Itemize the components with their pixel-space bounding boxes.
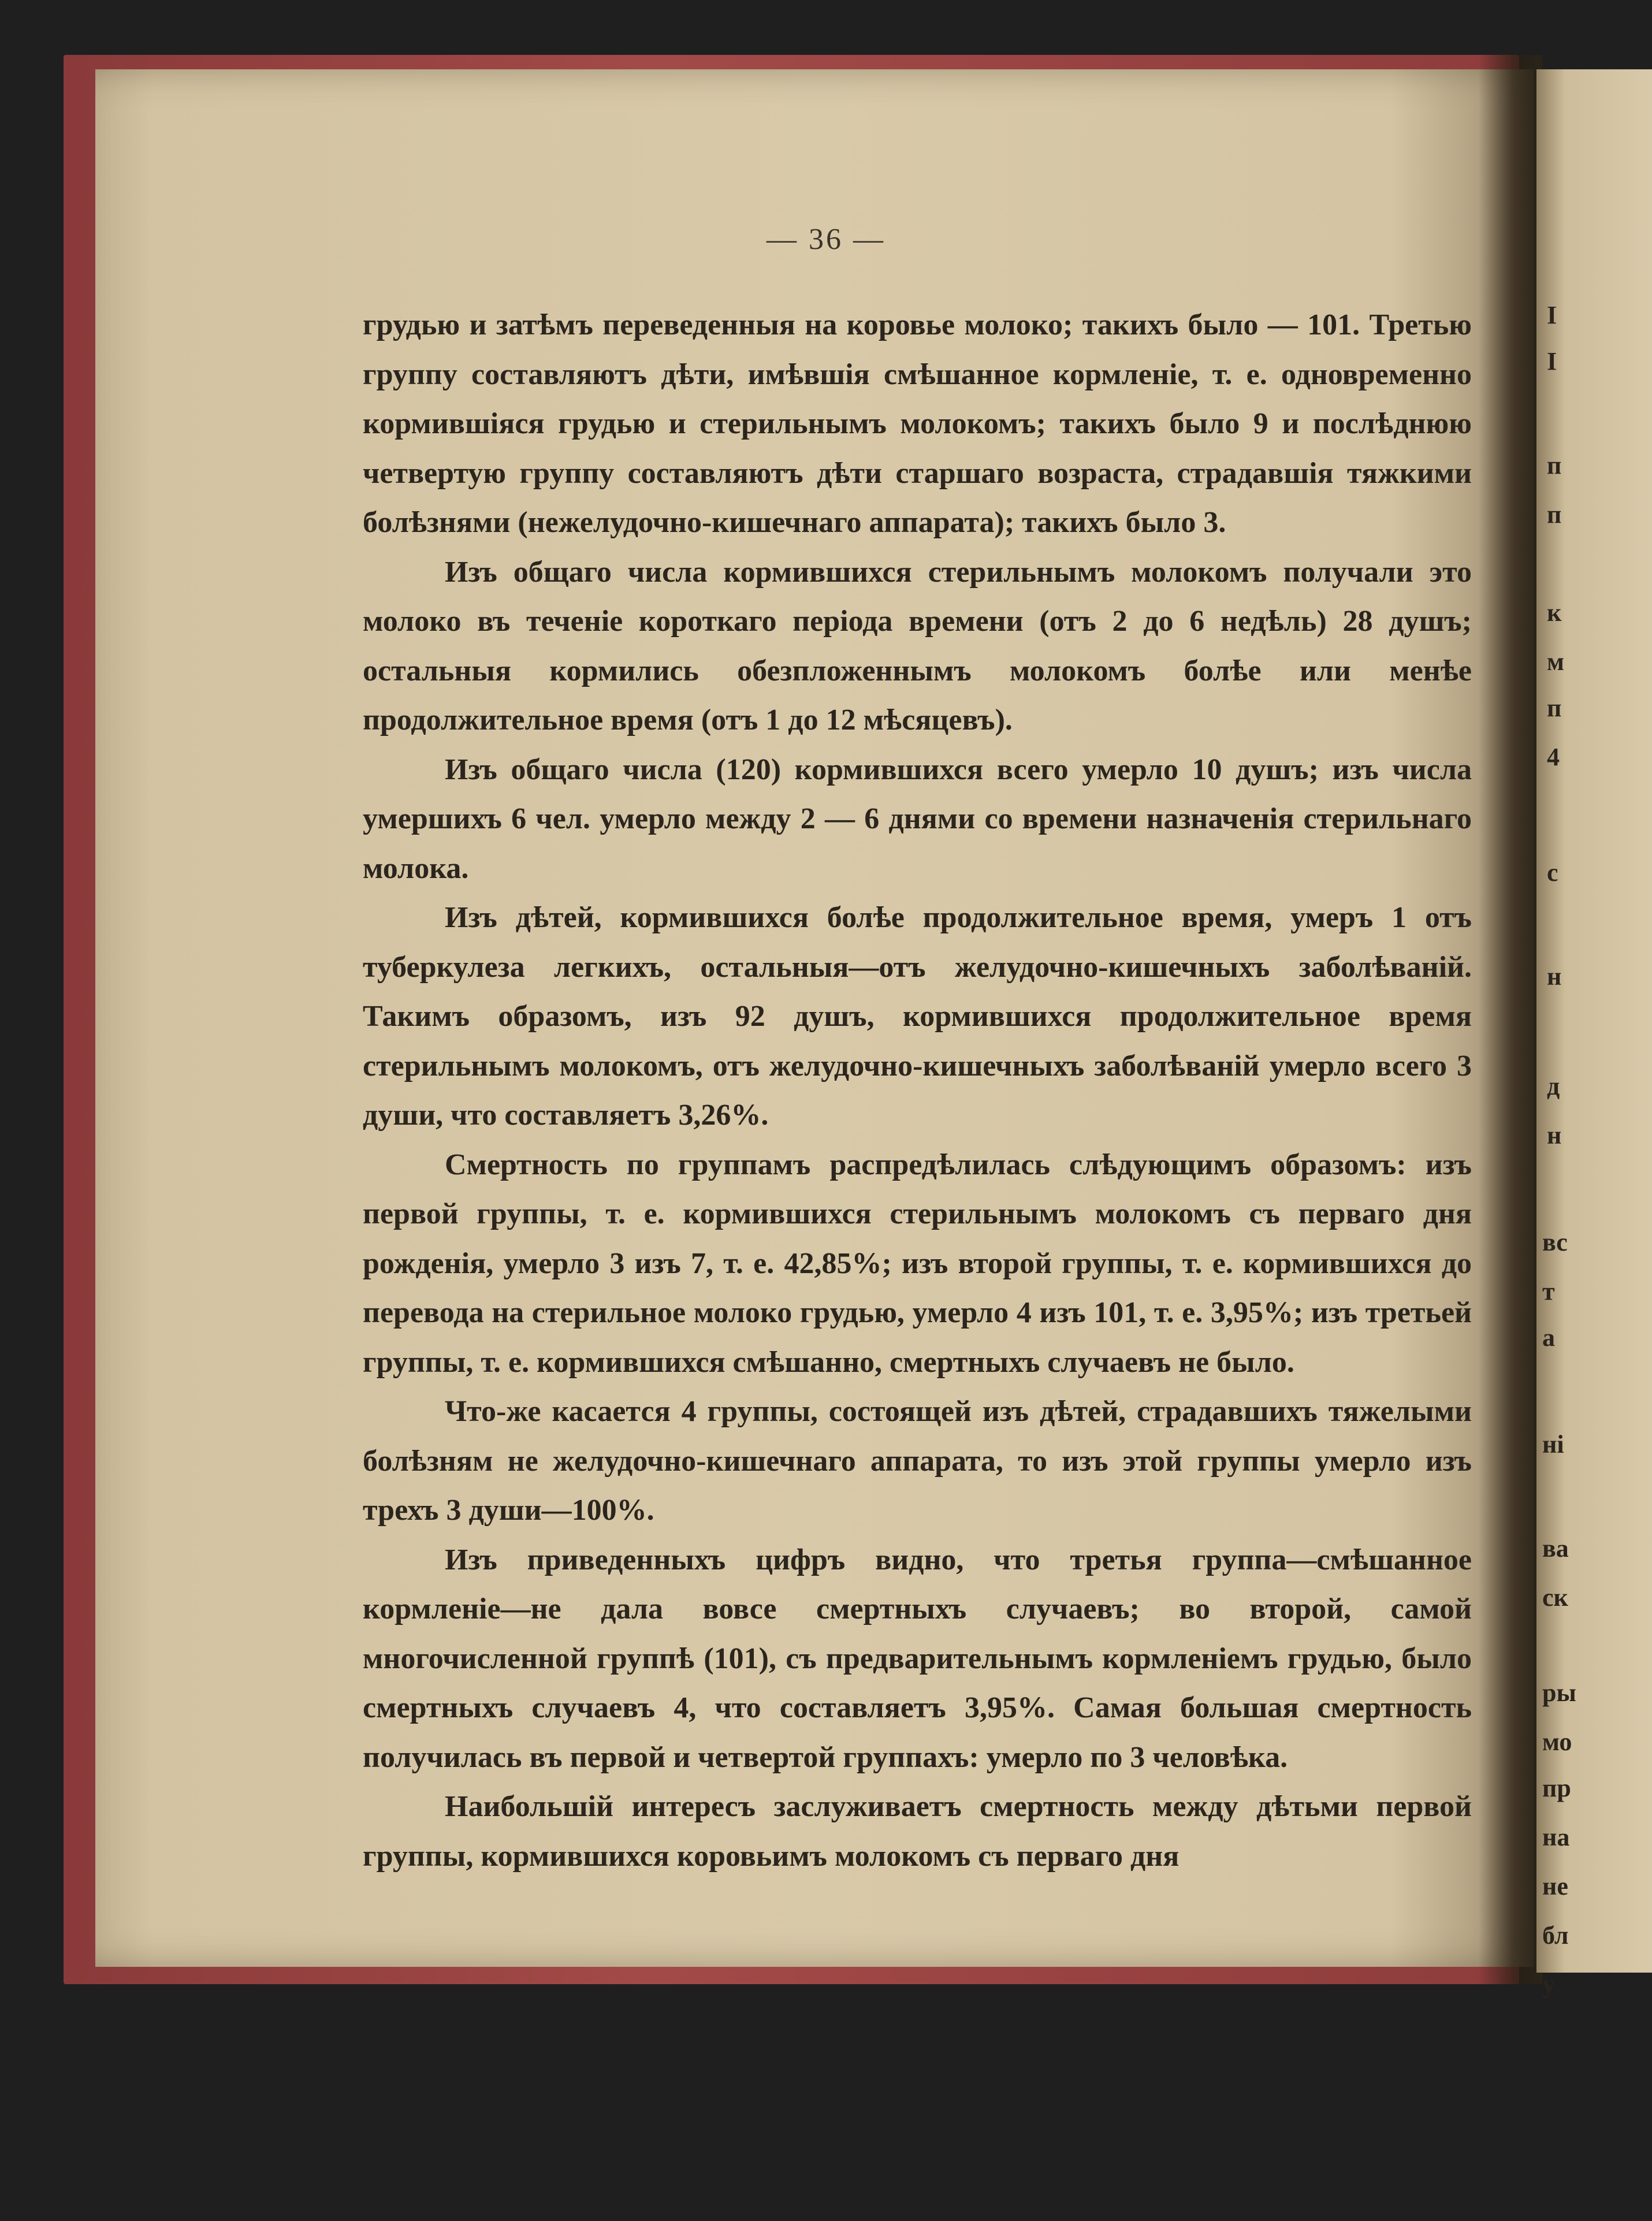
facing-page-fragment: бл [1542, 1921, 1569, 1950]
facing-page-fragment: д [1547, 1072, 1560, 1100]
facing-page-edge [1536, 69, 1652, 1999]
facing-page-fragment: 4 [1547, 743, 1560, 771]
page-number: — 36 — [767, 223, 885, 256]
paragraph: Что-же касается 4 группы, состоящей изъ дѣтей, страдавшихъ тяжелыми болѣзням не желудочно-кишечнаго аппарата, то изъ этой группы умерло изъ трехъ 3 души—100%. [363, 1395, 1472, 1527]
facing-page-fragment: п [1547, 694, 1562, 722]
facing-page-fragment: а [1542, 1323, 1555, 1352]
facing-page-fragment: у [1542, 1970, 1555, 1999]
facing-page-fragment: п [1547, 451, 1562, 479]
facing-page-fragment: п [1547, 500, 1562, 529]
book-spine-shadow [1479, 55, 1542, 1984]
paragraph: Смертность по группамъ распредѣлилась слѣдующимъ образомъ: изъ первой группы, т. е. кормившихся стерильнымъ молокомъ съ перваго дня рожденія, умерло 3 изъ 7, т. е. 42,85%; изъ второй группы, т. е. кормившихся до перевода на стерильное молоко грудью, умерло 4 изъ 101, т. е. 3,95%; изъ третьей группы, т. е. кормившихся смѣшанно, смертныхъ случаевъ не было. [363, 1148, 1472, 1379]
facing-page-fragment: м [1547, 648, 1564, 676]
facing-page-fragment: ні [1542, 1430, 1564, 1459]
facing-page-fragment: I [1547, 301, 1557, 329]
facing-page-fragment: пр [1542, 1774, 1571, 1802]
facing-page-fragment: к [1547, 598, 1562, 627]
facing-page-fragment: н [1547, 1121, 1562, 1149]
paragraph: грудью и затѣмъ переведенныя на коровье молоко; такихъ было — 101. Третью группу составляютъ дѣти, имѣвшія смѣшанное кормленіе, т. е. одновременно кормившіяся грудью и стерильнымъ молокомъ; такихъ было 9 и послѣднюю четвертую группу составляютъ дѣти старшаго возраста, страдавшія тяжкими болѣзнями (нежелудочно-кишечнаго аппарата); такихъ было 3. [363, 308, 1472, 539]
facing-page-fragment: на [1542, 1823, 1570, 1851]
facing-page-fragment: ск [1542, 1583, 1568, 1612]
paragraph: Наибольшій интересъ заслуживаетъ смертность между дѣтьми первой группы, кормившихся коровьимъ молокомъ съ перваго дня [363, 1790, 1472, 1873]
facing-page-fragment: мо [1542, 1728, 1572, 1756]
facing-page-fragment: н [1547, 962, 1562, 991]
page-body [363, 300, 1472, 1881]
facing-page-fragment: с [1547, 858, 1558, 887]
paragraph: Изъ дѣтей, кормившихся болѣе продолжительное время, умеръ 1 отъ туберкулеза легкихъ, остальныя—отъ желудочно-кишечныхъ заболѣваній. Такимъ образомъ, изъ 92 душъ, кормившихся продолжительное время стерильнымъ молокомъ, отъ желудочно-кишечныхъ заболѣваній умерло всего 3 души, что составляетъ 3,26%. [363, 901, 1472, 1132]
facing-page-fragment: I [1547, 347, 1557, 375]
paragraph: Изъ общаго числа (120) кормившихся всего умерло 10 душъ; изъ числа умершихъ 6 чел. умерло между 2 — 6 днями со времени назначенія стерильнаго молока. [363, 753, 1472, 885]
paragraph: Изъ приведенныхъ цифръ видно, что третья группа—смѣшанное кормленіе—не дала вовсе смертныхъ случаевъ; во второй, самой многочисленной группѣ (101), съ предварительнымъ кормленіемъ грудью, было смертныхъ случаевъ 4, что составляетъ 3,95%. Самая большая смертность получилась въ первой и четвертой группахъ: умерло по 3 человѣка. [363, 1543, 1472, 1774]
facing-page-fragment: не [1542, 1872, 1568, 1900]
facing-page-fragment: т [1542, 1277, 1555, 1305]
facing-page-fragment: вс [1542, 1228, 1568, 1256]
paragraph: Изъ общаго числа кормившихся стерильнымъ молокомъ получали это молоко въ теченіе короткаго періода времени (отъ 2 до 6 недѣль) 28 душъ; остальныя кормились обезпложеннымъ молокомъ болѣе или менѣе продолжительное время (отъ 1 до 12 мѣсяцевъ). [363, 555, 1472, 736]
facing-page-fragment: ры [1542, 1679, 1576, 1707]
facing-page-fragment: ва [1542, 1534, 1569, 1562]
